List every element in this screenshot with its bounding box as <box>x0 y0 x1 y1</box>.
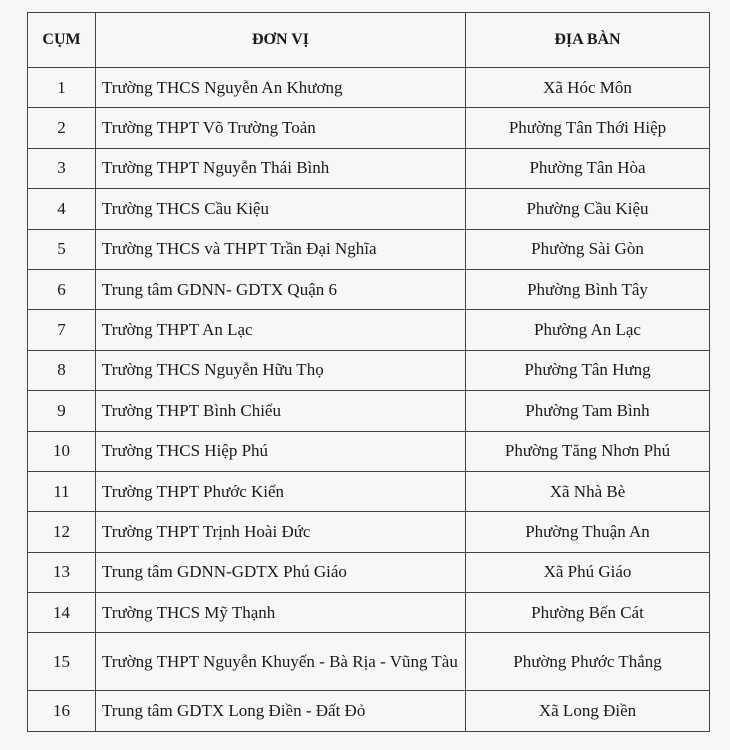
cell-cum: 10 <box>28 431 96 471</box>
cell-cum: 13 <box>28 552 96 592</box>
cell-area: Phường Bến Cát <box>466 593 710 633</box>
header-area: ĐỊA BÀN <box>466 13 710 68</box>
cell-cum: 14 <box>28 593 96 633</box>
cell-unit: Trường THPT An Lạc <box>96 310 466 350</box>
table-row <box>28 691 710 731</box>
table-row <box>28 350 710 390</box>
cell-area: Phường Tăng Nhơn Phú <box>466 431 710 471</box>
cell-area: Phường Cầu Kiệu <box>466 189 710 229</box>
cell-area: Xã Long Điền <box>466 691 710 731</box>
cell-cum: 7 <box>28 310 96 350</box>
header-row <box>28 13 710 68</box>
cell-area: Phường An Lạc <box>466 310 710 350</box>
cell-area: Xã Hóc Môn <box>466 68 710 108</box>
cell-area: Phường Tam Bình <box>466 391 710 431</box>
cell-area: Phường Tân Thới Hiệp <box>466 108 710 148</box>
cell-cum: 4 <box>28 189 96 229</box>
table-row <box>28 633 710 691</box>
header-unit: ĐƠN VỊ <box>96 13 466 68</box>
cell-unit: Trường THPT Nguyễn Khuyến - Bà Rịa - Vũng Tàu <box>96 633 466 691</box>
cell-cum: 5 <box>28 229 96 269</box>
cell-area: Xã Nhà Bè <box>466 471 710 511</box>
cell-unit: Trung tâm GDNN- GDTX Quận 6 <box>96 269 466 309</box>
table-row <box>28 552 710 592</box>
table-header <box>28 13 710 68</box>
cell-area: Phường Tân Hưng <box>466 350 710 390</box>
table-body <box>28 68 710 732</box>
header-cum: CỤM <box>28 13 96 68</box>
cluster-table <box>27 12 710 732</box>
cell-cum: 3 <box>28 148 96 188</box>
table-row <box>28 471 710 511</box>
table-row <box>28 68 710 108</box>
cell-area: Phường Bình Tây <box>466 269 710 309</box>
table-row <box>28 391 710 431</box>
table-row <box>28 512 710 552</box>
cell-cum: 1 <box>28 68 96 108</box>
cell-cum: 11 <box>28 471 96 511</box>
table-row <box>28 269 710 309</box>
table-row <box>28 108 710 148</box>
table-row <box>28 189 710 229</box>
cell-cum: 8 <box>28 350 96 390</box>
cell-unit: Trường THPT Võ Trường Toản <box>96 108 466 148</box>
table-row <box>28 310 710 350</box>
cell-unit: Trường THPT Bình Chiểu <box>96 391 466 431</box>
cell-unit: Trường THPT Phước Kiển <box>96 471 466 511</box>
cell-area: Phường Phước Thắng <box>466 633 710 691</box>
cell-cum: 15 <box>28 633 96 691</box>
table-row <box>28 431 710 471</box>
cell-area: Phường Thuận An <box>466 512 710 552</box>
cell-unit: Trường THCS Nguyễn An Khương <box>96 68 466 108</box>
cell-unit: Trường THCS Mỹ Thạnh <box>96 593 466 633</box>
cell-unit: Trường THCS Hiệp Phú <box>96 431 466 471</box>
cell-unit: Trường THCS Nguyễn Hữu Thọ <box>96 350 466 390</box>
cell-area: Phường Sài Gòn <box>466 229 710 269</box>
table-row <box>28 593 710 633</box>
cell-unit: Trung tâm GDTX Long Điền - Đất Đỏ <box>96 691 466 731</box>
cell-cum: 2 <box>28 108 96 148</box>
cell-cum: 9 <box>28 391 96 431</box>
table-row <box>28 229 710 269</box>
cell-area: Xã Phú Giáo <box>466 552 710 592</box>
cell-unit: Trường THCS Cầu Kiệu <box>96 189 466 229</box>
cell-cum: 12 <box>28 512 96 552</box>
cell-unit: Trung tâm GDNN-GDTX Phú Giáo <box>96 552 466 592</box>
cell-cum: 16 <box>28 691 96 731</box>
table-row <box>28 148 710 188</box>
cell-unit: Trường THCS và THPT Trần Đại Nghĩa <box>96 229 466 269</box>
cell-unit: Trường THPT Trịnh Hoài Đức <box>96 512 466 552</box>
cell-cum: 6 <box>28 269 96 309</box>
cell-area: Phường Tân Hòa <box>466 148 710 188</box>
cell-unit: Trường THPT Nguyễn Thái Bình <box>96 148 466 188</box>
